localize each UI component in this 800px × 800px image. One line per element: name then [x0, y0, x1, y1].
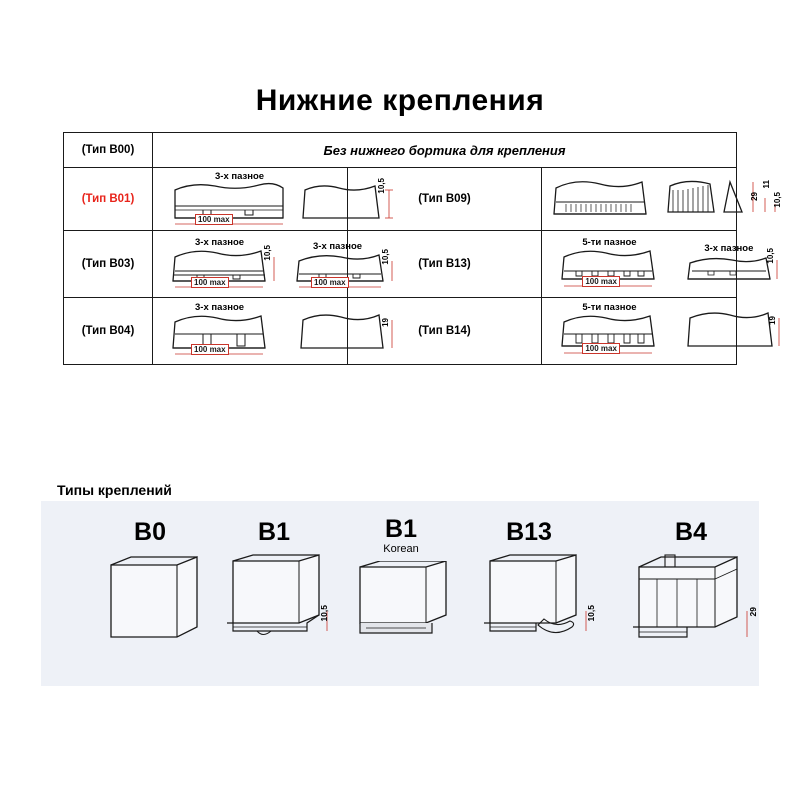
dim-10-5: 10,5 — [381, 249, 390, 265]
dim-10-5: 10,5 — [263, 245, 272, 261]
row-label-b09: (Тип B09) — [347, 168, 542, 231]
cell-b01-drawing — [153, 168, 386, 231]
b1-korean-battery-3d — [346, 561, 464, 651]
table-row — [64, 133, 737, 168]
row-label-b00: (Тип B00) — [64, 133, 153, 168]
dim-100max: 100 max — [582, 276, 620, 287]
dim-100max: 100 max — [195, 214, 233, 225]
dim-100max: 100 max — [311, 277, 349, 288]
caption-5-slot: 5-ти пазное — [582, 237, 637, 248]
header-no-bottom-ledge: Без нижнего бортика для крепления — [153, 133, 737, 168]
dim-11: 11 — [762, 180, 772, 189]
type-label-b13: B13 — [506, 518, 552, 546]
cell-b04-drawing — [153, 298, 390, 365]
caption-3-slot: 3-х пазное — [195, 237, 245, 248]
caption-3-slot: 3-х пазное — [195, 302, 245, 313]
b4-battery-3d — [629, 545, 759, 653]
cell-b09-drawing — [542, 168, 783, 231]
b1-battery-3d — [219, 553, 339, 651]
dim-10-5: 10,5 — [377, 178, 386, 194]
b13-battery-views — [542, 231, 785, 297]
dim-10-5-b1: 10,5 — [319, 605, 329, 622]
type-label-b4: B4 — [675, 518, 707, 546]
type-label-b1-korean: B1 — [385, 515, 417, 543]
table-row — [64, 168, 737, 231]
dim-29: 29 — [750, 192, 760, 201]
row-label-b01: (Тип B01) — [64, 168, 153, 231]
row-label-b13: (Тип B13) — [347, 231, 542, 298]
caption-3-slot: 3-х пазное — [313, 241, 363, 252]
b14-battery-views — [542, 298, 785, 364]
dim-10-5: 10,5 — [773, 192, 783, 208]
dim-29-b4: 29 — [748, 607, 758, 617]
caption-3-slot: 3-х пазное — [215, 171, 265, 182]
mounting-types-panel — [41, 501, 759, 686]
cell-b14-drawing — [542, 298, 778, 365]
caption-5-slot: 5-ти пазное — [582, 302, 637, 313]
b0-battery-3d — [99, 553, 209, 651]
cell-b13-drawing — [542, 231, 776, 298]
type-label-b0: B0 — [134, 518, 166, 546]
dim-100max: 100 max — [191, 277, 229, 288]
b09-battery-views — [542, 168, 785, 230]
row-label-b03: (Тип B03) — [64, 231, 153, 298]
dim-10-5-b13: 10,5 — [586, 605, 596, 622]
type-label-b1: B1 — [258, 518, 290, 546]
dim-100max: 100 max — [191, 344, 229, 355]
lower-heading: Типы креплений — [57, 482, 172, 498]
type-sublabel-korean: Korean — [383, 543, 419, 555]
cell-b03-drawing — [153, 231, 390, 298]
dim-19: 19 — [768, 316, 778, 325]
b13-battery-3d — [476, 553, 601, 651]
row-label-b14: (Тип B14) — [347, 298, 542, 365]
dim-19: 19 — [381, 318, 390, 327]
table-row — [64, 231, 737, 298]
table-row — [64, 298, 737, 365]
page-title: Нижние крепления — [255, 84, 545, 117]
dim-10-5: 10,5 — [766, 248, 776, 264]
dim-100max: 100 max — [582, 343, 620, 354]
caption-3-slot: 3-х пазное — [704, 243, 754, 254]
row-label-b04: (Тип B04) — [64, 298, 153, 365]
mounting-types-table — [63, 132, 783, 365]
